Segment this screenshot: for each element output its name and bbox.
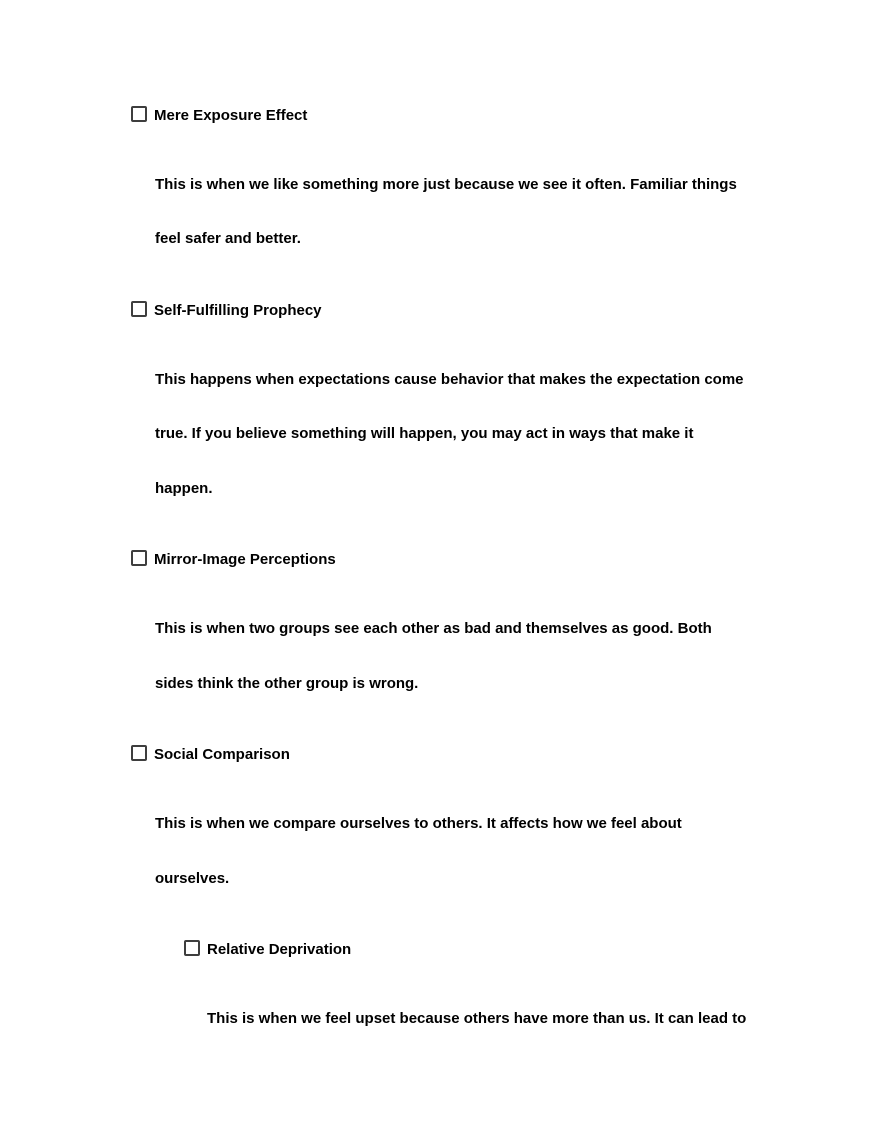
checklist-item-description xyxy=(0,602,880,711)
checklist-item-description xyxy=(0,797,880,906)
description-line: happen. xyxy=(155,479,213,497)
description-line: This is when two groups see each other as bad and themselves as good. Both xyxy=(155,620,712,637)
checklist-item xyxy=(0,532,880,711)
checklist-item-description xyxy=(0,992,880,1047)
checklist-item-title: Mirror-Image Perceptions xyxy=(154,551,336,568)
checklist-item-header xyxy=(0,727,880,782)
checklist-item xyxy=(0,88,880,267)
checklist-item-description xyxy=(0,353,880,517)
checklist-item-title: Mere Exposure Effect xyxy=(154,106,308,124)
checklist-item-header xyxy=(0,532,880,587)
checkbox-icon[interactable] xyxy=(131,106,147,122)
description-line: This is when we feel upset because others have more than us. It can lead to xyxy=(207,1010,747,1027)
checklist-item xyxy=(0,922,880,1047)
description-line: feel safer and better. xyxy=(155,230,301,247)
checklist-item-header xyxy=(0,88,880,143)
description-line: sides think the other group is wrong. xyxy=(155,674,419,692)
checkbox-icon[interactable] xyxy=(131,301,147,317)
checklist-item-title: Self-Fulfilling Prophecy xyxy=(154,301,322,319)
checkbox-icon[interactable] xyxy=(131,745,147,761)
checkbox-icon[interactable] xyxy=(131,550,147,566)
checkbox-icon[interactable] xyxy=(184,940,200,956)
checklist-item-header xyxy=(0,922,880,977)
checklist-item xyxy=(0,727,880,906)
description-line: true. If you believe something will happen, you may act in ways that make it xyxy=(155,425,694,442)
checklist-item-title: Relative Deprivation xyxy=(207,941,352,958)
checklist-item-title: Social Comparison xyxy=(154,746,290,763)
checklist-item-description xyxy=(0,158,880,267)
description-line: ourselves. xyxy=(155,869,230,887)
checklist-item-header xyxy=(0,283,880,338)
checklist-item xyxy=(0,283,880,517)
description-line: This happens when expectations cause behavior that makes the expectation come xyxy=(155,370,744,388)
description-line: This is when we like something more just because we see it often. Familiar things xyxy=(155,175,737,193)
description-line: This is when we compare ourselves to others. It affects how we feel about xyxy=(155,815,682,832)
